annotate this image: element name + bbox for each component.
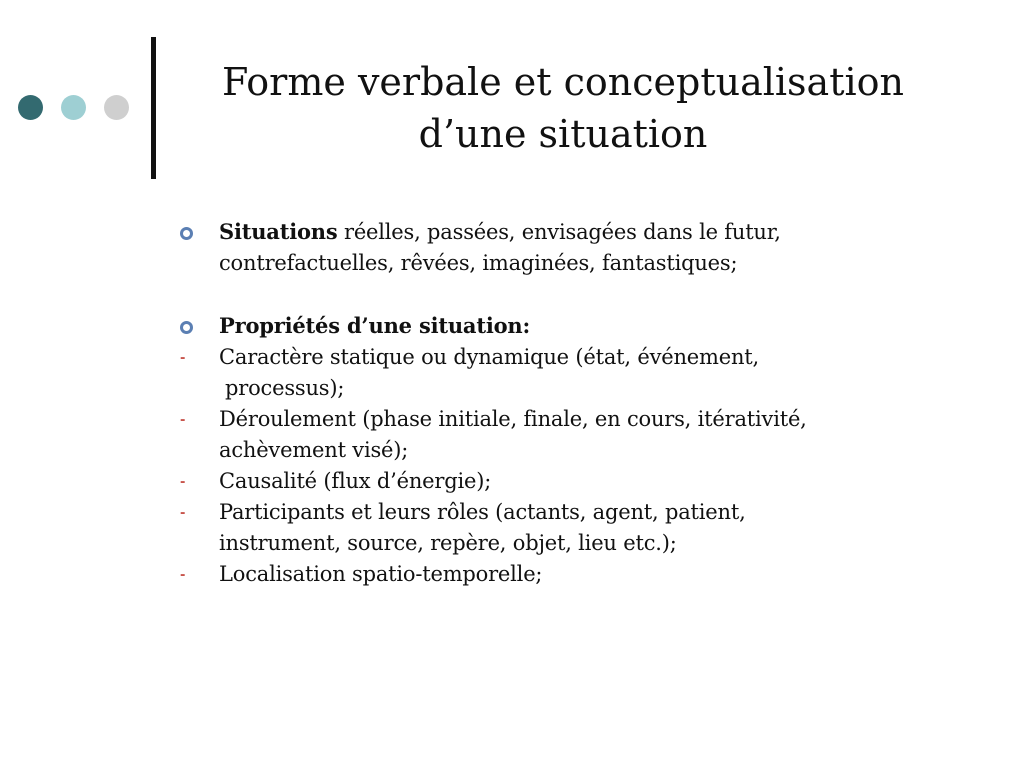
sub-item-line: Participants et leurs rôles (actants, agent, patient, xyxy=(219,500,746,524)
dash-bullet-icon: - xyxy=(180,568,186,583)
sub-item-line: Causalité (flux d’énergie); xyxy=(219,469,492,493)
title-divider xyxy=(151,37,156,179)
item-bold-term: Propriétés d’une situation: xyxy=(219,313,531,338)
title-line-2: d’une situation xyxy=(418,112,708,156)
bullet-item-situations xyxy=(180,216,970,279)
sub-item-line: Localisation spatio-temporelle; xyxy=(219,562,543,586)
item-line xyxy=(219,310,970,342)
sub-item-line: instrument, source, repère, objet, lieu etc.); xyxy=(219,531,677,555)
sub-item-localisation xyxy=(180,559,970,590)
sub-item-line: Déroulement (phase initiale, finale, en cours, itérativité, xyxy=(219,407,807,431)
title-line-1: Forme verbale et conceptualisation xyxy=(222,60,904,104)
sub-item-line: Caractère statique ou dynamique (état, événement, xyxy=(219,345,759,369)
dash-bullet-icon: - xyxy=(180,506,186,521)
dash-bullet-icon: - xyxy=(180,475,186,490)
item-text: réelles, passées, envisagées dans le futur, xyxy=(337,220,781,244)
item-line: contrefactuelles, rêvées, imaginées, fantastiques; xyxy=(219,251,738,275)
circle-bullet-icon xyxy=(180,227,193,240)
sub-item-participants xyxy=(180,497,970,559)
sub-item-causalite xyxy=(180,466,970,497)
decor-dot-grey xyxy=(104,95,129,120)
bullet-item-proprietes xyxy=(180,310,970,342)
sub-item-line: processus); xyxy=(225,376,345,400)
sub-item-caractere xyxy=(180,342,970,404)
decor-dot-dark xyxy=(18,95,43,120)
dash-bullet-icon: - xyxy=(180,351,186,366)
item-line xyxy=(219,216,970,248)
dash-bullet-icon: - xyxy=(180,413,186,428)
spacer xyxy=(180,279,970,310)
decor-dot-light xyxy=(61,95,86,120)
sub-item-deroulement xyxy=(180,404,970,466)
sub-item-line: achèvement visé); xyxy=(219,438,409,462)
circle-bullet-icon xyxy=(180,321,193,334)
slide-body xyxy=(180,216,970,590)
slide-title xyxy=(180,56,946,160)
item-bold-term: Situations xyxy=(219,219,338,244)
